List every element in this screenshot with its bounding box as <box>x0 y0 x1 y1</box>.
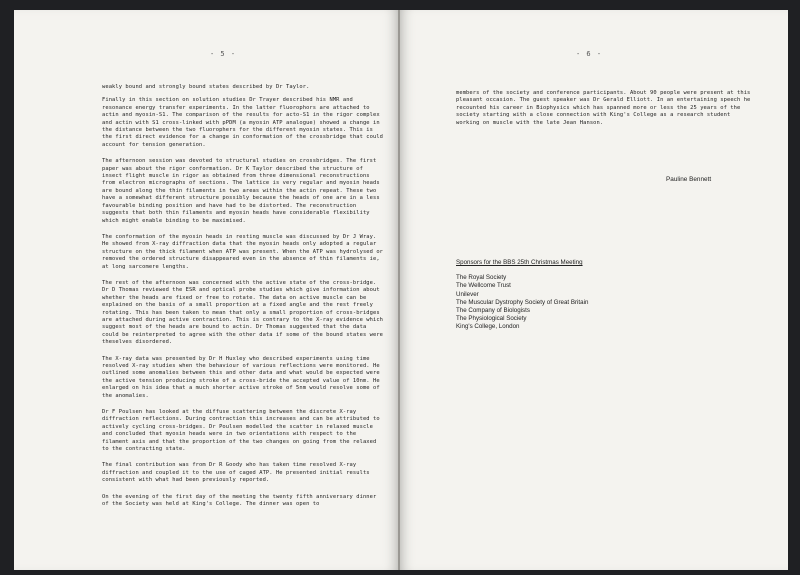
paragraph: On the evening of the first day of the meeting the twenty fifth anniversary dinner of the Society was held at King's College. The dinner was open to <box>102 493 377 508</box>
sponsors-title: Sponsors for the BBS 25th Christmas Meeting <box>456 259 583 266</box>
paragraph: The rest of the afternoon was concerned with the active state of the cross-bridge. Dr D Thomas reviewed the ESR and optical probe studies which give information about whether the heads are fixed or free to rotate. The data on active muscle can be explained on the basis of a small proportion at a fixed angle and the rest freely rotating. This has been taken to mean that only a small proportion of cross-bridges are attached during active contraction. This is contrary to the X-ray evidence which suggest most of the heads are bound to actin. Dr Thomas suggested that the data could be reinterpreted to agree with the other data if some of the bound states were theselves disordered. <box>102 279 384 346</box>
sponsors-list <box>456 274 696 331</box>
author-signature: Pauline Bennett <box>666 176 712 183</box>
page-number: - 6 - <box>576 50 603 58</box>
sponsor-item: The Wellcome Trust <box>456 282 511 290</box>
paragraph: The X-ray data was presented by Dr H Huxley who described experiments using time resolved X-ray studies when the behaviour of various reflections were monitored. He outlined some anomalies between this and other data and what would be expected were the active tension producing stroke of a cross-bride the accepted value of 10nm. He enlarged on his idea that a much shorter active stroke of 5nm would resolve some of the anomalies. <box>102 355 380 399</box>
sponsor-item: The Muscular Dystrophy Society of Great Britain <box>456 298 589 306</box>
paragraph: The conformation of the myosin heads in resting muscle was discussed by Dr J Wray. He showed from X-ray diffraction data that the myosin heads only adopted a regular structure on the thick filament when ATP was present. When the ATP was hydrolysed or removed the ordered structure disappeared even in the absence of thin filaments ie, at long sarcomere lengths. <box>102 233 384 270</box>
sponsor-item: The Company of Biologists <box>456 307 530 315</box>
paragraph: Dr F Poulsen has looked at the diffuse scattering between the discrete X-ray diffraction reflections. During contraction this increases and can be attributed to actively cycling cross-bridges. Dr Poulsen modelled the scatter in relaxed muscle and concluded that myosin heads were in two orientations with respect to the filament axis and that the proportion of the two changes on going from the relaxed to the contracting state. <box>102 409 380 453</box>
sponsor-item: The Physiological Society <box>456 315 527 323</box>
sponsors-section <box>456 259 696 332</box>
paragraph: Finally in this section on solution studies Dr Trayer described his NMR and resonance energy transfer experiments. In the latter fluorophors are attached to actin and myosin-S1. The comparison of the results for acto-S1 in the rigor complex and actin with S1 cross-linked with pPDM (a myosin ATP analogue) showed a change in the distance between the two fluorophers for the different myosin states. This is the first direct evidence for a change in conformation of the crossbridge that could account for tension generation. <box>102 97 384 148</box>
left-page <box>14 10 398 570</box>
left-page-body <box>102 84 384 518</box>
right-page-body <box>456 90 756 136</box>
paragraph: members of the society and conference participants. About 90 people were present at this pleasant occasion. The guest speaker was Dr Gerald Elliott. In an entertaining speech he recounted his career in Biophysics which has spanned more or less the 25 years of the society starting with a close connection with King's College as a research student working on muscle with the late Jean Hanson. <box>456 90 751 126</box>
sponsor-item: The Royal Society <box>456 274 507 282</box>
paragraph: weakly bound and strongly bound states described by Dr Taylor. <box>102 84 310 90</box>
right-page <box>400 10 788 570</box>
sponsor-item: King's College, London <box>456 323 520 331</box>
paragraph: The final contribution was from Dr R Goody who has taken time resolved X-ray diffraction and coupled it to the use of caged ATP. He presented initial results consistent with what had been previously reported. <box>102 462 370 484</box>
page-number: - 5 - <box>210 50 237 58</box>
sponsor-item: Unilever <box>456 290 479 298</box>
paragraph: The afternoon session was devoted to structural studies on crossbridges. The first paper was about the rigor conformation. Dr K Taylor described the structure of insect flight muscle in rigor as obtained from three dimensional reconstructions from electron micrographs of sections. The lattice is very regular and myosin heads are bound along the thin filaments in two areas within the actin repeat. These two have a somewhat different structure possibly because the heads of one are in a less favourable binding position and have had to be distorted. The reconstruction suggests that both thin filaments and myosin heads have considerable flexibility which might enable binding to be maximised. <box>102 158 380 224</box>
